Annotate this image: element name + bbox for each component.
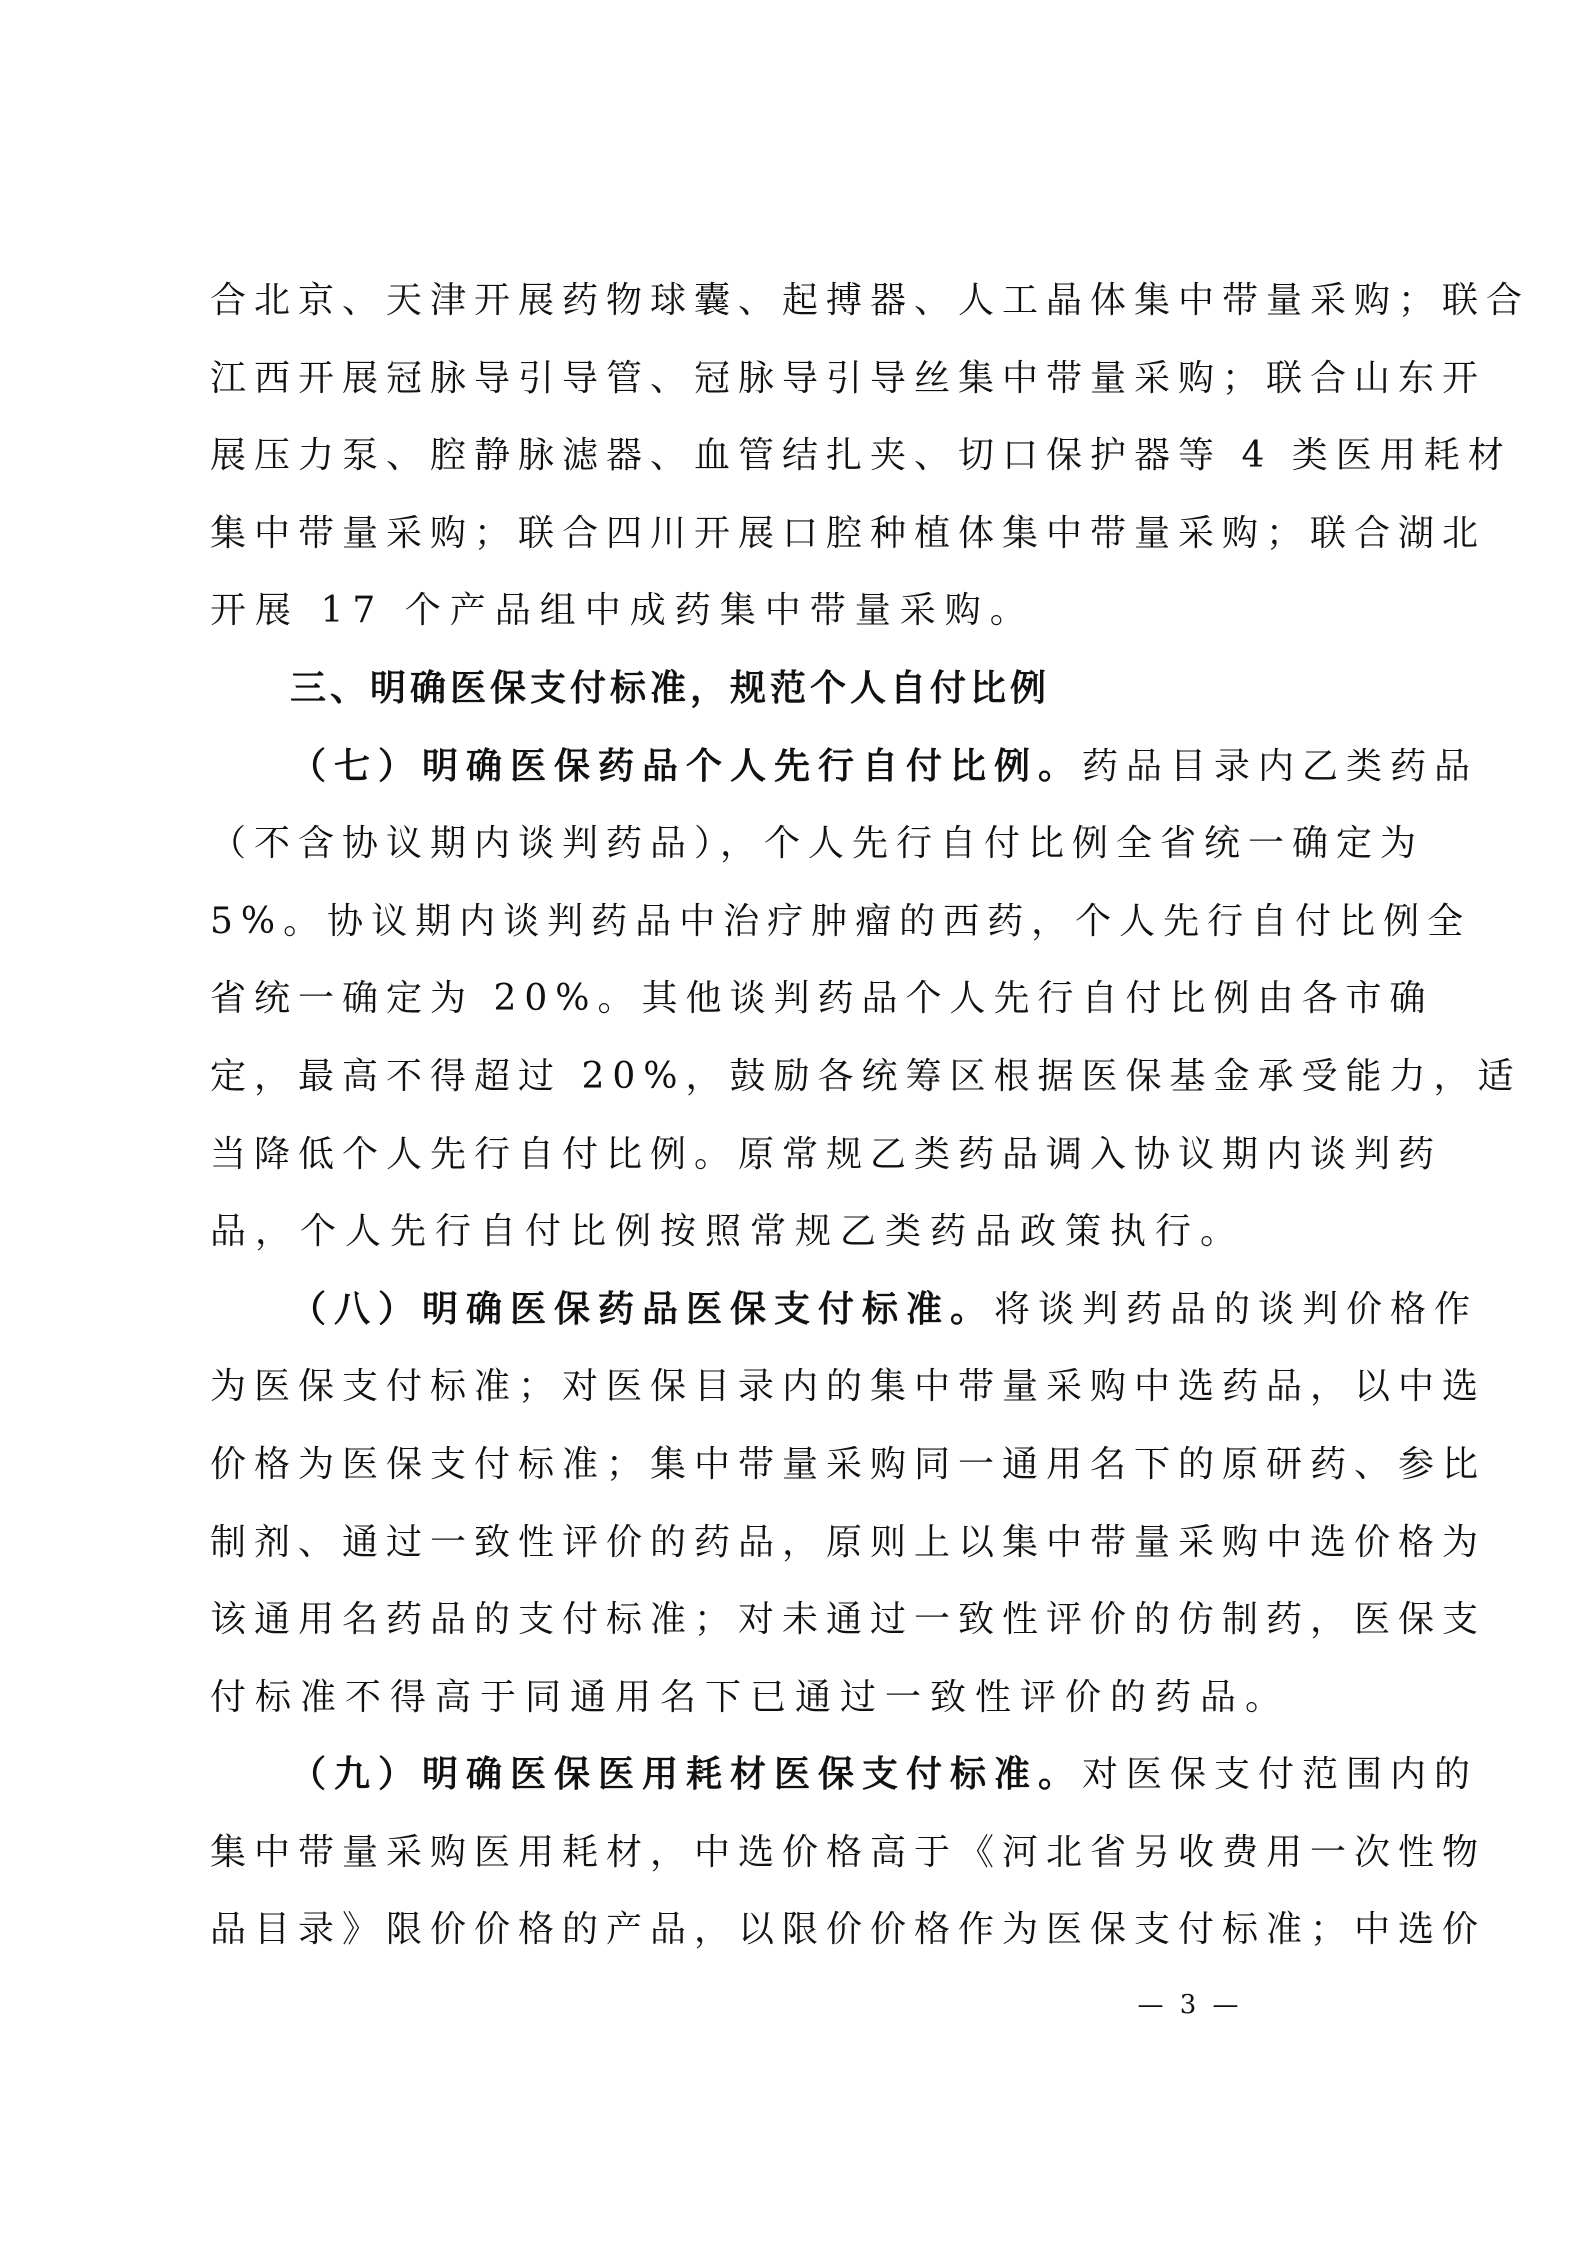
intro-paragraph [210, 262, 1531, 650]
paragraph-text: 对医保支付范围内的 [1082, 1754, 1479, 1796]
paragraph-text: 将谈判药品的谈判价格作 [994, 1288, 1479, 1330]
text-line: 省统一确定为 20%。其他谈判药品个人先行自付比例由各市确 [210, 978, 1434, 1020]
document-body [210, 262, 1531, 1969]
text-line: 展压力泵、腔静脉滤器、血管结扎夹、切口保护器等 4 类医用耗材 [210, 435, 1512, 477]
text-line: （不含协议期内谈判药品），个人先行自付比例全省统一确定为 [210, 823, 1425, 865]
text-line: 开展 17 个产品组中成药集中带量采购。 [210, 590, 1035, 632]
page-number: — 3 — [1137, 1990, 1243, 2020]
text-line: 集中带量采购；联合四川开展口腔种植体集中带量采购；联合湖北 [210, 512, 1487, 554]
text-line: 该通用名药品的支付标准；对未通过一致性评价的仿制药，医保支 [210, 1599, 1487, 1641]
text-line: 制剂、通过一致性评价的药品，原则上以集中带量采购中选价格为 [210, 1521, 1487, 1563]
text-line: 为医保支付标准；对医保目录内的集中带量采购中选药品，以中选 [210, 1366, 1487, 1408]
paragraph-heading: （八）明确医保药品医保支付标准。 [290, 1287, 995, 1330]
text-line: 江西开展冠脉导引导管、冠脉导引导丝集中带量采购；联合山东开 [210, 357, 1487, 399]
text-line: 品目录》限价价格的产品，以限价价格作为医保支付标准；中选价 [210, 1909, 1487, 1951]
paragraph-first-line [210, 1271, 1479, 1349]
text-line: 价格为医保支付标准；集中带量采购同一通用名下的原研药、参比 [210, 1443, 1487, 1485]
item-7-paragraph [210, 728, 1522, 1271]
paragraph-heading: （九）明确医保医用耗材医保支付标准。 [290, 1753, 1083, 1796]
item-9-paragraph [210, 1736, 1487, 1969]
section-heading: 三、明确医保支付标准，规范个人自付比例 [290, 667, 1051, 709]
text-line: 5%。协议期内谈判药品中治疗肿瘤的西药，个人先行自付比例全 [210, 900, 1472, 942]
paragraph-heading: （七）明确医保药品个人先行自付比例。 [290, 744, 1083, 787]
paragraph-first-line [210, 1736, 1479, 1814]
text-line: 付标准不得高于同通用名下已通过一致性评价的药品。 [210, 1676, 1291, 1718]
text-line: 集中带量采购医用耗材，中选价格高于《河北省另收费用一次性物 [210, 1831, 1487, 1873]
paragraph-first-line [210, 728, 1479, 806]
paragraph-text: 药品目录内乙类药品 [1082, 745, 1479, 787]
text-line: 定，最高不得超过 20%，鼓励各统筹区根据医保基金承受能力，适 [210, 1055, 1522, 1097]
text-line: 当降低个人先行自付比例。原常规乙类药品调入协议期内谈判药 [210, 1133, 1443, 1175]
text-line: 品，个人先行自付比例按照常规乙类药品政策执行。 [210, 1211, 1246, 1253]
item-8-paragraph [210, 1271, 1487, 1737]
text-line: 合北京、天津开展药物球囊、起搏器、人工晶体集中带量采购；联合 [210, 280, 1531, 321]
